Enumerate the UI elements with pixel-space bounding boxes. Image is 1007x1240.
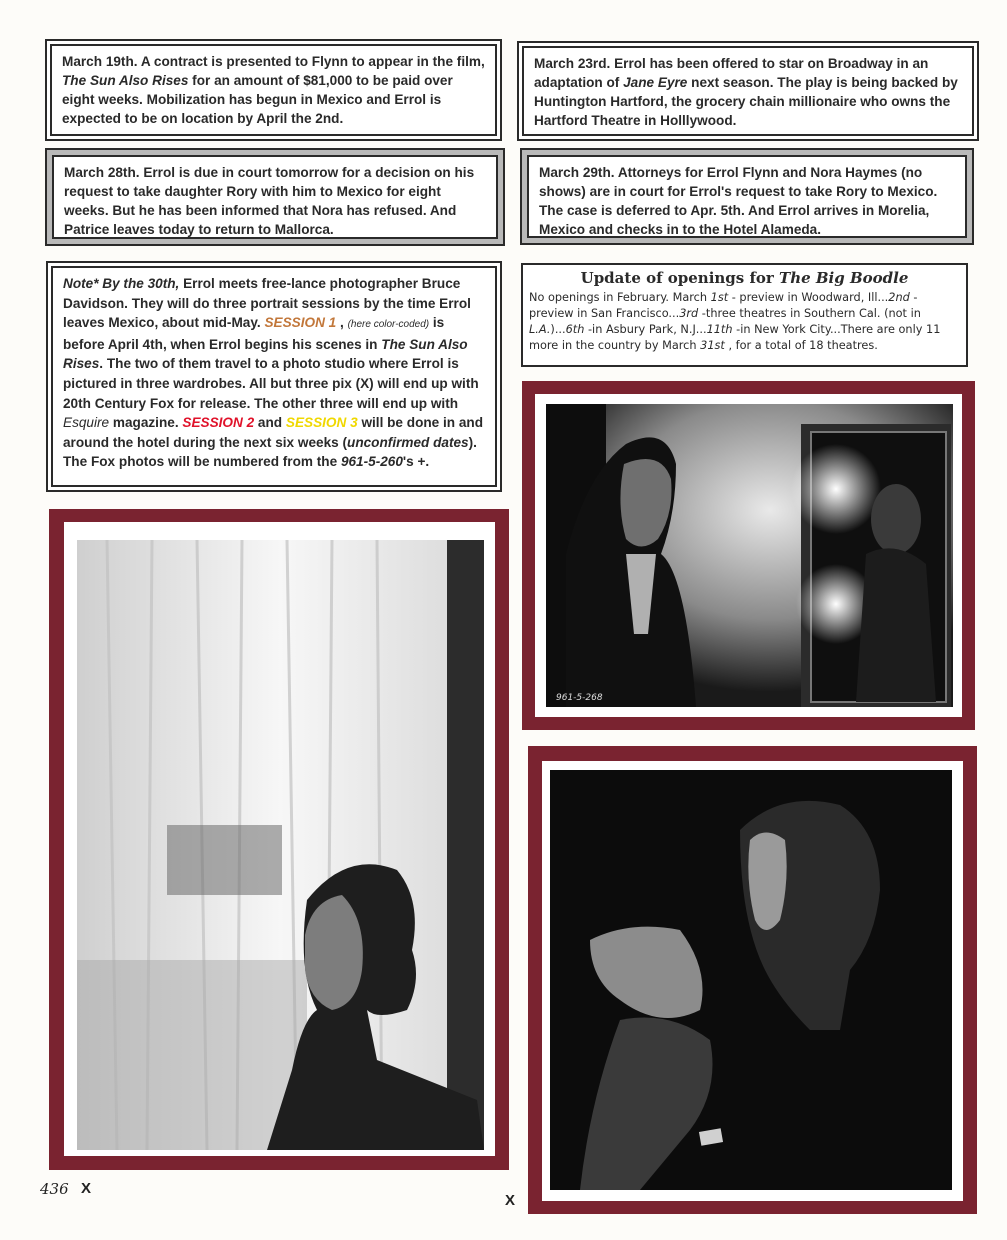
entry-march-29: March 29th. Attorneys for Errol Flynn and Nora Haymes (no shows) are in court for Errol's request to take Rory to Mexico. The case is deferred to Apr. 5th. And Errol arrives in Morelia, Mexico and checks in to the Hotel Alameda. <box>527 155 967 238</box>
update-body: No openings in February. March 1st - preview in Woodward, Ill...2nd - preview in San Francisco...3rd -three theatres in Southern Cal. (not in L.A.)...6th -in Asbury Park, N.J...11th -in New York City...There are only 11 more in the country by March 31st , for a total of 18 theatres. <box>529 291 941 352</box>
mirror-portrait-image <box>546 404 953 707</box>
film-title: The Sun Also Rises <box>62 73 189 88</box>
photo-mirror-portrait <box>546 404 953 707</box>
photo-cigarette-portrait <box>550 770 952 1190</box>
x-mark-left: X <box>81 1180 92 1197</box>
entry-march-19: March 19th. A contract is presented to Flynn to appear in the film, The Sun Also Rises for an amount of $81,000 to be paid over eight weeks. Mobilization has begun in Mexico and Errol is expected to be on location by April the 2nd. <box>50 44 497 136</box>
window-portrait-image <box>77 540 484 1150</box>
photo-caption: 961-5-268 <box>556 693 603 703</box>
page-number: 436 <box>40 1180 69 1198</box>
photo-window-portrait <box>77 540 484 1150</box>
update-title: Update of openings for The Big Boodle <box>580 269 909 287</box>
note-sessions: Note* By the 30th, Errol meets free-lance photographer Bruce Davidson. They will do three portrait sessions by the time Errol leaves Mexico, about mid-May. SESSION 1 , (here color-coded) is before April 4th, when Errol begins his scenes in The Sun Also Rises. The two of them travel to a photo studio where Errol is pictured in three wardrobes. All but three pix (X) will end up with 20th Century Fox for release. The other three will end up with Esquire magazine. SESSION 2 and SESSION 3 will be done in and around the hotel during the next six weeks (unconfirmed dates). The Fox photos will be numbered from the 961-5-260's +. <box>51 266 497 487</box>
entry-march-28: March 28th. Errol is due in court tomorrow for a decision on his request to take daughter Rory with him to Mexico for eight weeks. But he has been informed that Nora has refused. And Patrice leaves today to return to Mallorca. <box>52 155 498 239</box>
session-3-label: SESSION 3 <box>285 415 358 431</box>
session-2-label: SESSION 2 <box>182 415 255 431</box>
photo-frame-cigarette <box>528 746 977 1214</box>
x-mark-center: X <box>505 1192 516 1209</box>
entry-march-23: March 23rd. Errol has been offered to star on Broadway in an adaptation of Jane Eyre next season. The play is being backed by Huntington Hartford, the grocery chain millionaire who owns the Hartford Theatre in Holllywood. <box>522 46 974 136</box>
session-1-label: SESSION 1 <box>264 315 337 331</box>
cigarette-portrait-image <box>550 770 952 1190</box>
update-openings <box>521 263 968 367</box>
photo-frame-mirror <box>522 381 975 730</box>
play-title: Jane Eyre <box>623 75 688 90</box>
photo-frame-window <box>49 509 509 1170</box>
